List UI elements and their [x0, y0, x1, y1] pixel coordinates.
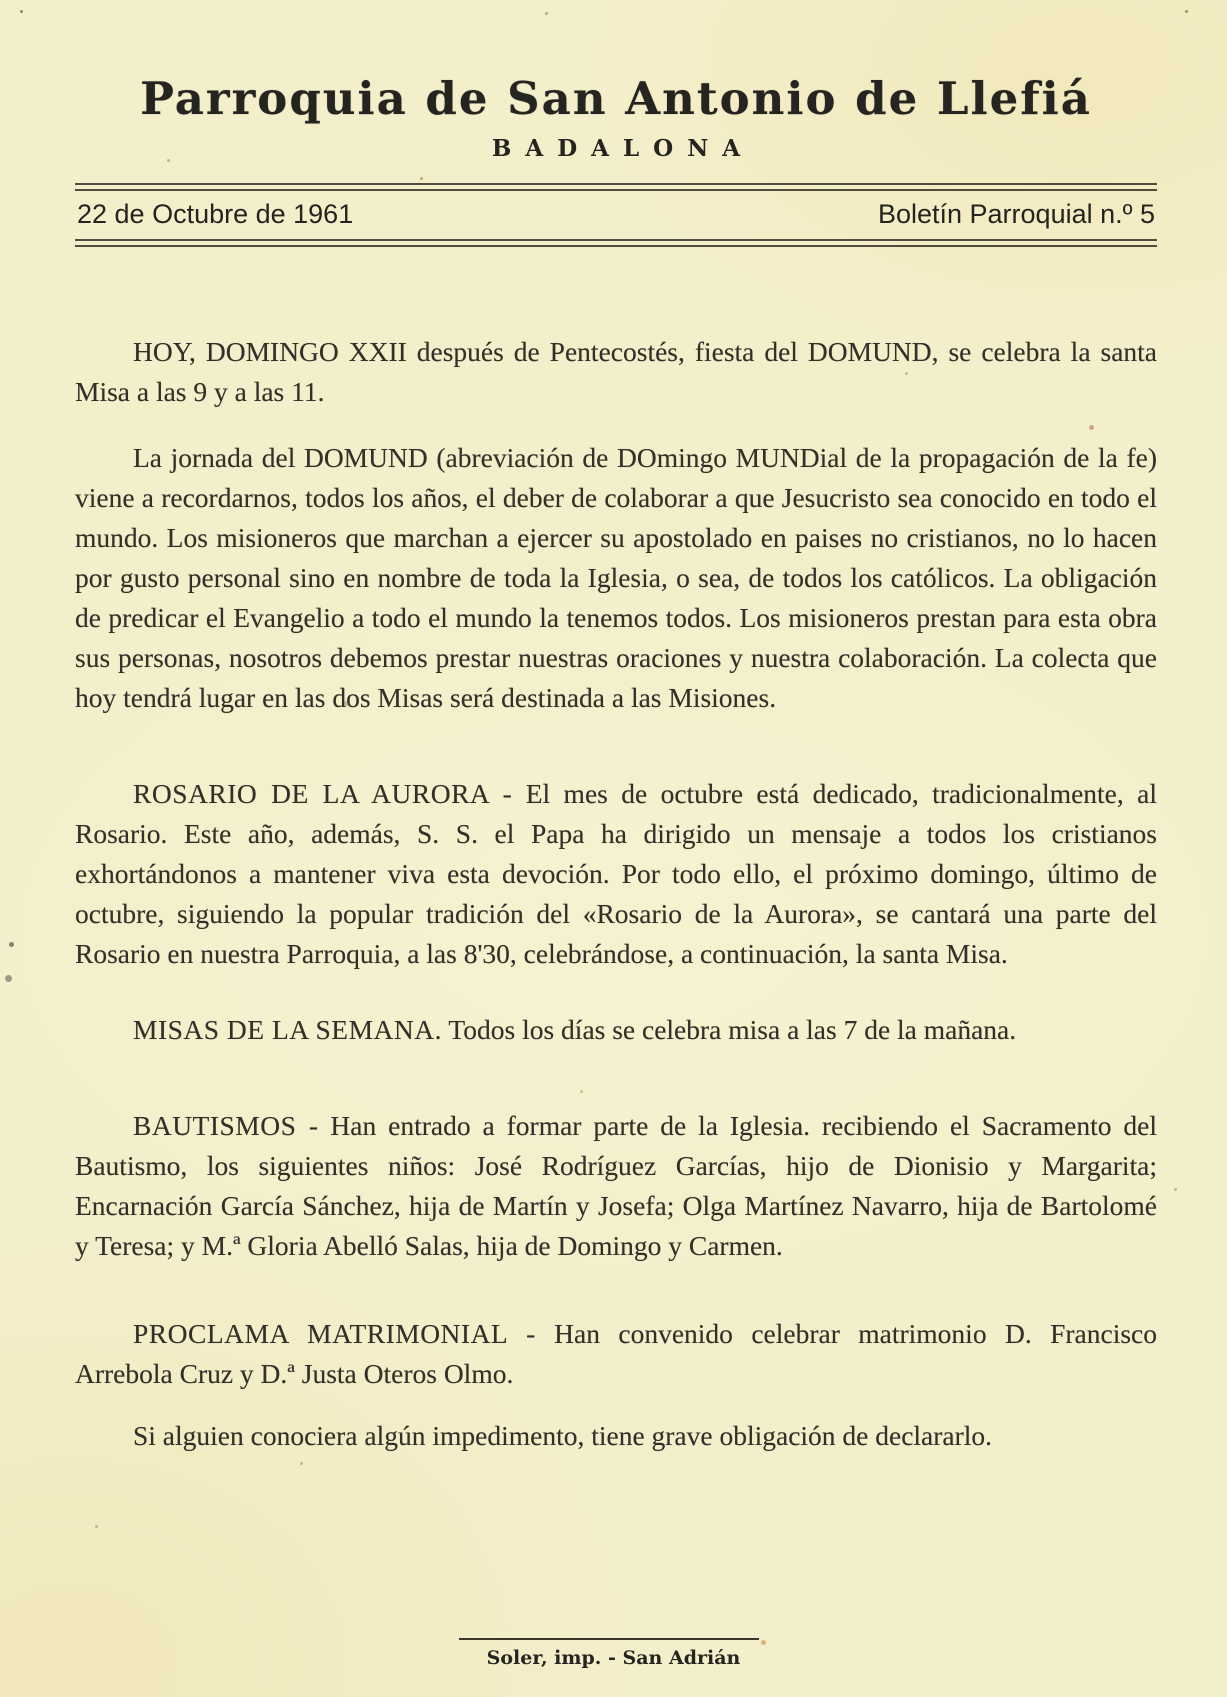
section-heading-bautismos: BAUTISMOS -: [133, 1110, 319, 1141]
masthead: [75, 72, 1157, 247]
imprint-text: Soler, imp. - San Adrián: [486, 1647, 741, 1669]
paragraph-text: El mes de octubre está dedicado, tradicionalmente, al Rosario. Este año, además, S. S. el Papa ha dirigido un mensaje a todos los cristianos exhortándonos a mantener viva esta devoción. Por todo ello, el próximo domingo, último de octubre, siguiendo la popular tradición del «Rosario de la Aurora», se cantará una parte del Rosario en nuestra Parroquia, a las 8'30, celebrándose, a continuación, la santa Misa.: [75, 778, 1157, 969]
issue-date: 22 de Octubre de 1961: [77, 199, 354, 229]
paragraph-text: Todos los días se celebra misa a las 7 de la mañana.: [448, 1014, 1017, 1045]
section-rosario: [75, 774, 1157, 974]
masthead-divider-top: [75, 183, 1157, 191]
paragraph-misa-hoy: [75, 332, 1157, 412]
paragraph-domund: [75, 438, 1157, 718]
paragraph-text: Han convenido celebrar matrimonio D. Francisco Arrebola Cruz y D.ª Justa Oteros Olmo.: [75, 1318, 1158, 1389]
dateline: [75, 191, 1157, 239]
page-subtitle: BADALONA: [491, 135, 755, 162]
section-proclama-matrimonial: [75, 1314, 1157, 1394]
section-bautismos: [75, 1106, 1157, 1266]
paragraph-text: Si alguien conociera algún impedimento, tiene grave obligación de declararlo.: [133, 1420, 993, 1451]
paragraph-impedimento: [75, 1416, 1157, 1456]
issue-number: Boletín Parroquial n.º 5: [877, 199, 1155, 229]
paragraph-text: HOY, DOMINGO XXII después de Pentecostés, fiesta del DOMUND, se celebra la santa Misa a las 9 y a las 11.: [75, 336, 1157, 407]
section-heading-proclama: PROCLAMA MATRIMONIAL -: [133, 1318, 536, 1349]
section-heading-misas: MISAS DE LA SEMANA.: [133, 1014, 442, 1045]
section-heading-rosario: ROSARIO DE LA AURORA -: [133, 778, 513, 809]
imprint-footer: [0, 1638, 1227, 1669]
section-misas-semana: [75, 1010, 1157, 1050]
page-title: Parroquia de San Antonio de Llefiá: [140, 72, 1092, 125]
imprint-divider: [459, 1638, 759, 1640]
paper-texture: [0, 0, 3, 3]
bulletin-body: [75, 332, 1157, 1456]
paragraph-text: Han entrado a formar parte de la Iglesia. recibiendo el Sacramento del Bautismo, los siguientes niños: José Rodríguez Garcías, hijo de Dionisio y Margarita; Encarnación García Sánchez, hija de Martín y Josefa; Olga Martínez Navarro, hija de Bartolomé y Teresa; y M.ª Gloria Abelló Salas, hija de Domingo y Carmen.: [75, 1110, 1158, 1261]
paragraph-text: La jornada del DOMUND (abreviación de DOmingo MUNDial de la propagación de la fe) viene a recordarnos, todos los años, el deber de colaborar a que Jesucristo sea conocido en todo el mundo. Los misioneros que marchan a ejercer su apostolado en paises no cristianos, no lo hacen por gusto personal sino en nombre de toda la Iglesia, o sea, de todos los católicos. La obligación de predicar el Evangelio a todo el mundo la tenemos todos. Los misioneros prestan para esta obra sus personas, nosotros debemos prestar nuestras oraciones y nuestra colaboración. La colecta que hoy tendrá lugar en las dos Misas será destinada a las Misiones.: [75, 442, 1157, 713]
masthead-divider-bottom: [75, 239, 1157, 247]
